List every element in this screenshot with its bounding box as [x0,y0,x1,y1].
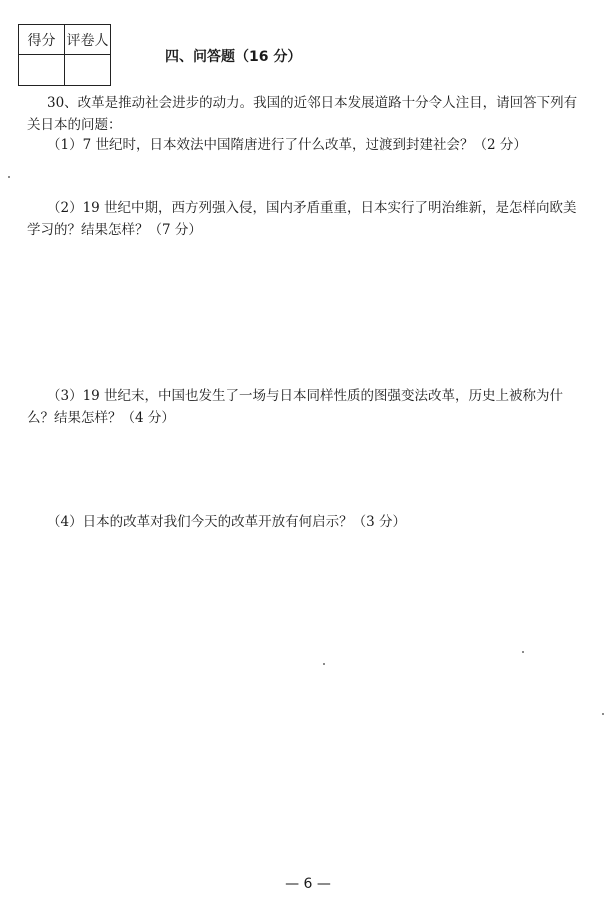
grader-header: 评卷人 [65,25,111,55]
score-cell [19,55,65,86]
score-box [18,24,111,86]
score-box-header-row [19,25,111,55]
question-intro: 30、改革是推动社会进步的动力。我国的近邻日本发展道路十分令人注目，请回答下列有关日本的问题： [27,95,578,133]
grader-cell [65,55,111,86]
question-part-1: （1）7 世纪时，日本效法中国隋唐进行了什么改革，过渡到封建社会？（2 分） [47,137,527,153]
scan-speck [323,663,325,665]
page-number: — 6 — [285,876,331,892]
scan-speck [8,176,10,178]
scan-speck [522,651,524,653]
score-header: 得分 [19,25,65,55]
question-part-2: （2）19 世纪中期，西方列强入侵，国内矛盾重重，日本实行了明治维新，是怎样向欧美学习的？结果怎样？（7 分） [27,200,577,238]
scan-speck [602,713,604,715]
question-part-3: （3）19 世纪末，中国也发生了一场与日本同样性质的图强变法改革，历史上被称为什么？结果怎样？（4 分） [27,388,564,426]
score-box-entry-row [19,55,111,86]
section-title: 四、问答题（16 分） [165,49,302,65]
question-part-4: （4）日本的改革对我们今天的改革开放有何启示？（3 分） [47,514,406,530]
